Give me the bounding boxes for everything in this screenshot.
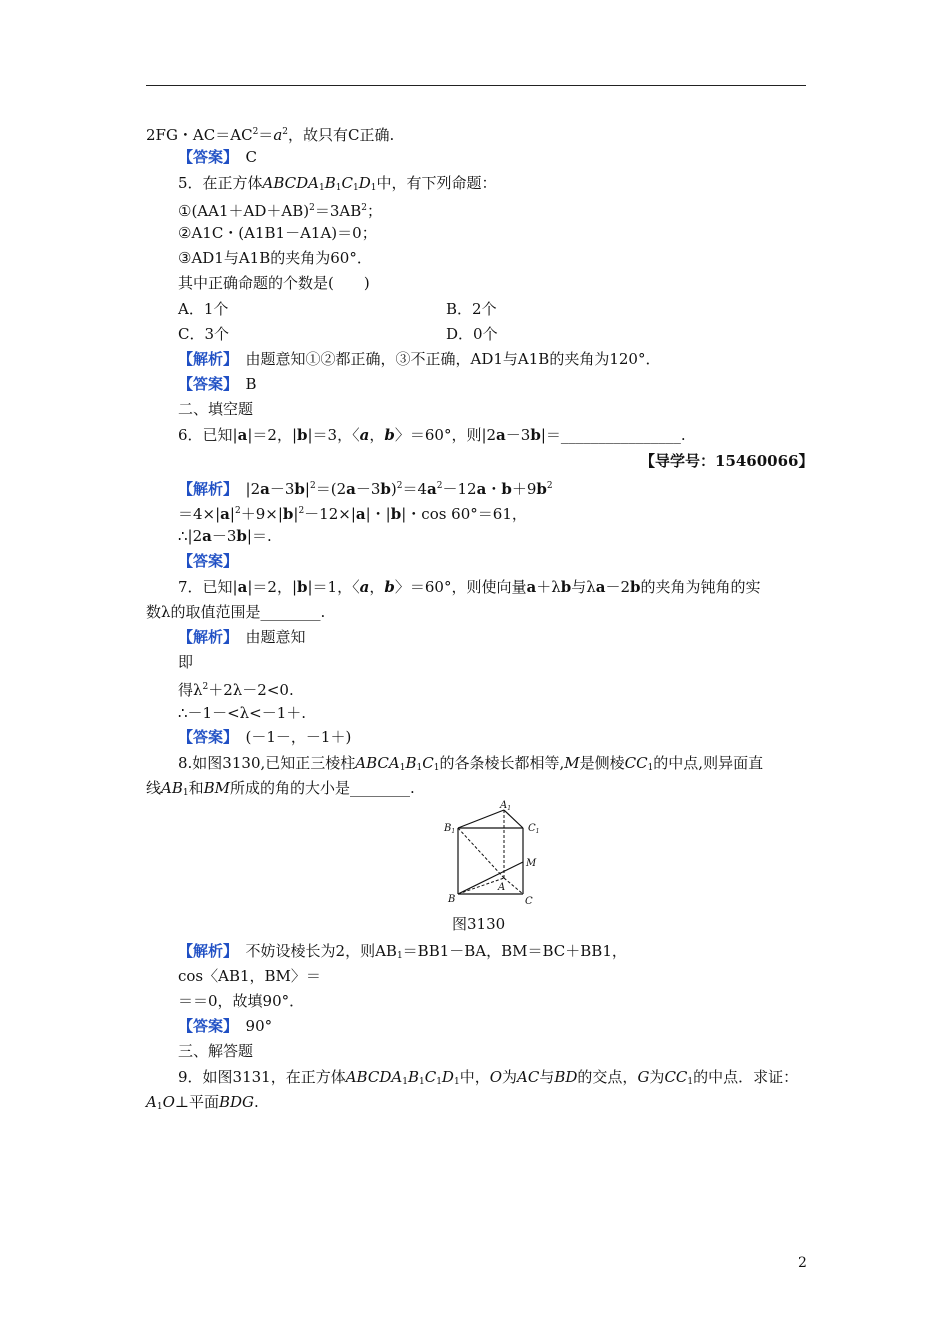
label-b1: $B_1$: [444, 823, 456, 835]
analysis-tag: 【解析】: [178, 942, 231, 960]
answer-tag: 【答案】: [178, 552, 239, 570]
option-b: B．2个: [446, 300, 497, 318]
edge-a1c1: [504, 810, 523, 828]
proposition-1: $①(AA1+AD+AB)^2=3AB^2$；: [178, 202, 382, 220]
analysis-6-line3: ∴|2a－3b|＝.: [178, 527, 272, 545]
question-8: 8.如图3130,已知正三棱柱$ABCA_1B_1C_1$的各条棱长都相等,M是侧棱$CC_1$的中点,则异面直: [178, 754, 764, 773]
answer-tag: 【答案】: [178, 148, 231, 166]
analysis-7-ji: 即: [178, 653, 194, 671]
answer-8: 【答案】 90°: [178, 1017, 273, 1035]
label-c: C: [525, 896, 533, 907]
section-answer: 三、解答题: [178, 1042, 254, 1060]
edge-b1a1: [458, 810, 504, 828]
analysis-tag: 【解析】: [178, 480, 231, 498]
guide-number: 【导学号：15460066】: [640, 452, 814, 470]
label-a: A: [498, 882, 506, 893]
analysis-6-line2: $=4\times|a|^2+9\times|b|^2-12\times|a|$・|b|・cos 60°＝61，: [178, 505, 527, 523]
header-rule: [146, 85, 806, 86]
label-c1: $C_1$: [528, 823, 540, 835]
question-9: 9．如图3131，在正方体$ABCDA_1B_1C_1D_1$中，O为AC与BD的交点，G为$CC_1$的中点．求证：: [178, 1068, 799, 1087]
option-d: D．0个: [446, 325, 498, 343]
prism-figure: [438, 800, 548, 910]
question-6: 6．已知|a|＝2，|b|＝3，〈a，b〉＝60°，则|2a－3b|＝________________.: [178, 426, 686, 444]
answer-6: [178, 551, 238, 571]
section-fill-blank: 二、填空题: [178, 400, 254, 418]
question-7-line2: 数λ的取值范围是________.: [146, 603, 326, 621]
analysis-8-cos: cos〈AB1，BM〉＝: [178, 967, 321, 985]
analysis-7-de: 得$\lambda^2+2\lambda-2<0$.: [178, 681, 294, 699]
segment-bm: [458, 862, 523, 894]
answer-tag: 【答案】: [178, 375, 231, 393]
answer-line: 【答案】 C: [178, 148, 258, 166]
option-a: A．1个: [178, 300, 229, 318]
proposition-3: ③AD1与A1B的夹角为60°．: [178, 249, 372, 267]
question-9-line2: $A_1O\perp$平面BDG.: [146, 1093, 259, 1112]
question-5-ask: 其中正确命题的个数是( ): [178, 274, 370, 292]
analysis-tag: 【解析】: [178, 628, 231, 646]
analysis-8-result: ＝＝0，故填90°．: [178, 992, 305, 1010]
question-8-line2: 线$AB_1$和BM所成的角的大小是________.: [146, 779, 415, 798]
figure-caption: 图3130: [452, 915, 506, 933]
answer-7: 【答案】 (－1－，－1＋): [178, 728, 352, 746]
answer-tag: 【答案】: [178, 1017, 231, 1035]
edge-ac-hidden: [504, 878, 523, 894]
answer-tag: 【答案】: [178, 728, 231, 746]
option-c: C．3个: [178, 325, 230, 343]
question-5: 5．在正方体$ABCDA_1B_1C_1D_1$中，有下列命题：: [178, 174, 497, 193]
label-b: B: [448, 894, 456, 905]
page-number: 2: [798, 1255, 807, 1271]
analysis-6: 【解析】 $|2a-3b|^2=(2a-3b)^2=4a^2-12a$・$b+9b^2$: [178, 480, 553, 498]
analysis-5: 【解析】 由题意知①②都正确，③不正确，AD1与A1B的夹角为120°．: [178, 350, 661, 368]
answer-5: 【答案】 B: [178, 375, 257, 393]
analysis-7: 【解析】 由题意知: [178, 628, 306, 646]
label-a1: $A_1$: [500, 800, 512, 812]
segment-ab1-hidden: [458, 828, 504, 878]
text-line: 2FG・$AC=AC^2=a^2$，故只有C正确.: [146, 126, 395, 144]
question-7: 7．已知|a|＝2，|b|＝1，〈a，b〉＝60°，则使向量a＋λb与λa－2b的夹角为钝角的实: [178, 578, 761, 596]
analysis-tag: 【解析】: [178, 350, 231, 368]
analysis-8: 【解析】 不妨设棱长为2，则$AB_1=BB1-BA$，BM＝BC＋BB1，: [178, 942, 627, 961]
analysis-7-result: ∴－1－<λ<－1＋.: [178, 704, 307, 722]
label-m: M: [526, 858, 537, 869]
proposition-2: ②A1C・(A1B1－A1A)＝0；: [178, 224, 377, 242]
